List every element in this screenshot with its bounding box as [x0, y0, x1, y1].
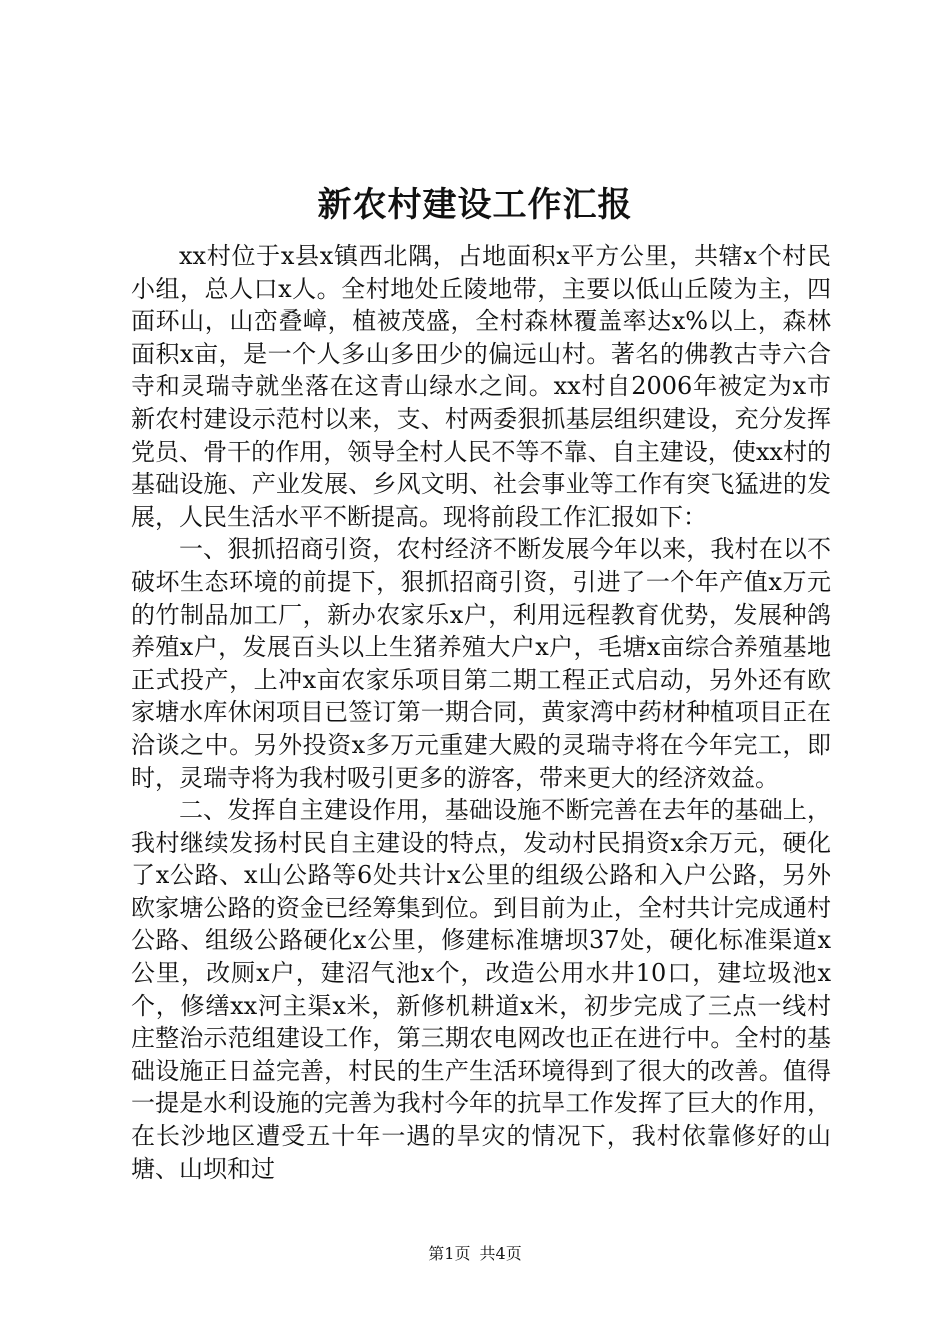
paragraph-investment: 一、狠抓招商引资，农村经济不断发展今年以来，我村在以不破坏生态环境的前提下，狠抓招商引资，引进了一个年产值x万元的竹制品加工厂，新办农家乐x户，利用远程教育优势，发展种鸽养殖x户，发展百头以上生猪养殖大户x户，毛塘x亩综合养殖基地正式投产，上冲x亩农家乐项目第二期工程正式启动，另外还有欧家塘水库休闲项目已签订第一期合同，黄家湾中药材种植项目正在洽谈之中。另外投资x多万元重建大殿的灵瑞寺将在今年完工，即时，灵瑞寺将为我村吸引更多的游客，带来更大的经济效益。 [131, 535, 831, 792]
paragraph-intro: xx村位于x县x镇西北隅，占地面积x平方公里，共辖x个村民小组，总人口x人。全村地处丘陵地带，主要以低山丘陵为主，四面环山，山峦叠嶂，植被茂盛，全村森林覆盖率达x%以上，森林面积x亩，是一个人多山多田少的偏远山村。著名的佛教古寺六合寺和灵瑞寺就坐落在这青山绿水之间。xx村自2006年被定为x市新农村建设示范村以来，支、村两委狠抓基层组织建设，充分发挥党员、骨干的作用，领导全村人民不等不靠、自主建设，使xx村的基础设施、产业发展、乡风文明、社会事业等工作有突飞猛进的发展，人民生活水平不断提高。现将前段工作汇报如下： [131, 242, 831, 531]
paragraph-infrastructure: 二、发挥自主建设作用，基础设施不断完善在去年的基础上，我村继续发扬村民自主建设的特点，发动村民捐资x余万元，硬化了x公路、x山公路等6处共计x公里的组级公路和入户公路，另外欧家塘公路的资金已经筹集到位。到目前为止，全村共计完成通村公路、组级公路硬化x公里，修建标准塘坝37处，硬化标准渠道x公里，改厕x户，建沼气池x个，改造公用水井10口，建垃圾池x个，修缮xx河主渠x米，新修机耕道x米，初步完成了三点一线村庄整治示范组建设工作，第三期农电网改也正在进行中。全村的基础设施正日益完善，村民的生产生活环境得到了很大的改善。值得一提是水利设施的完善为我村今年的抗旱工作发挥了巨大的作用，在长沙地区遭受五十年一遇的旱灾的情况下，我村依靠修好的山塘、山坝和过 [131, 796, 831, 1183]
page-footer [0, 1243, 950, 1265]
page-number: 第1页 [428, 1244, 471, 1263]
document-title: 新农村建设工作汇报 [317, 185, 633, 225]
document-body [131, 240, 831, 1185]
page-total: 共4页 [479, 1244, 522, 1263]
